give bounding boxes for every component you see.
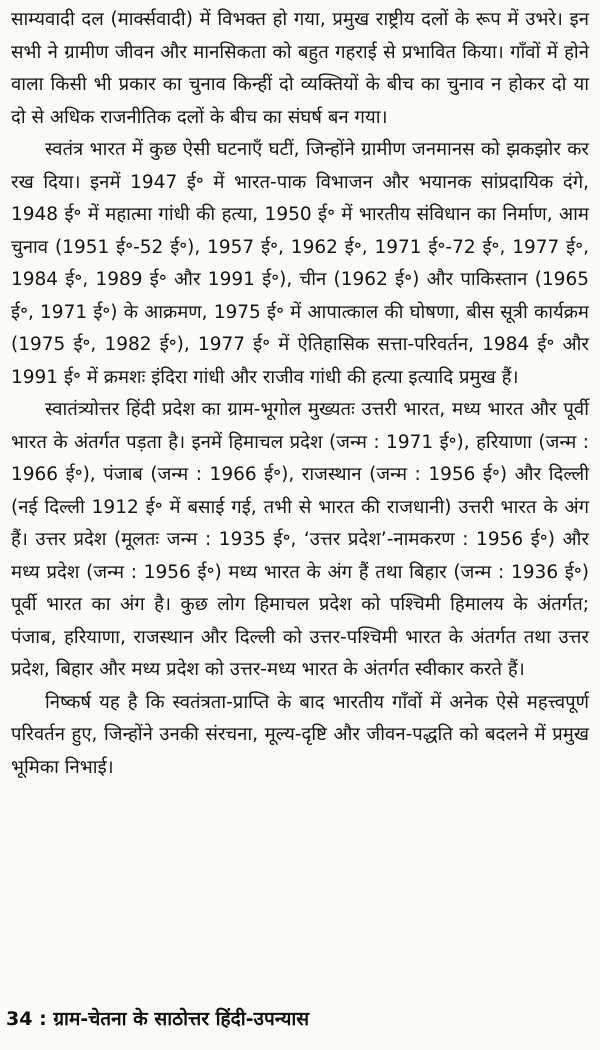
body-text [11,4,589,784]
paragraph-1: साम्यवादी दल (मार्क्सवादी) में विभक्त हो गया, प्रमुख राष्ट्रीय दलों के रूप में उभरे। इन सभी ने ग्रामीण जीवन और मानसिकता को बहुत गहराई से प्रभावित किया। गाँवों में होने वाला किसी भी प्रकार का चुनाव किन्हीं दो व्यक्तियों के बीच का चुनाव न होकर दो या दो से अधिक राजनीतिक दलों के बीच का संघर्ष बन गया। [11,9,589,128]
footer-separator: : [39,1008,47,1030]
page-footer [6,1004,586,1034]
page-number: 34 [6,1008,33,1030]
book-title: ग्राम-चेतना के साठोत्तर हिंदी-उपन्यास [53,1008,310,1030]
paragraph-2: स्वतंत्र भारत में कुछ ऐसी घटनाएँ घटीं, जिन्होंने ग्रामीण जनमानस को झकझोर कर रख दिया। इनमें 1947 ई॰ में भारत-पाक विभाजन और भयानक सांप्रदायिक दंगे, 1948 ई॰ में महात्मा गांधी की हत्या, 1950 ई॰ में भारतीय संविधान का निर्माण, आम चुनाव (1951 ई॰-52 ई॰), 1957 ई॰, 1962 ई॰, 1971 ई॰-72 ई॰, 1977 ई॰, 1984 ई॰, 1989 ई॰ और 1991 ई॰), चीन (1962 ई॰) और पाकिस्तान (1965 ई॰, 1971 ई॰) के आक्रमण, 1975 ई॰ में आपात्काल की घोषणा, बीस सूत्री कार्यक्रम (1975 ई॰, 1982 ई॰), 1977 ई॰ में ऐतिहासिक सत्ता-परिवर्तन, 1984 ई॰ और 1991 ई॰ में क्रमशः इंदिरा गांधी और राजीव गांधी की हत्या इत्यादि प्रमुख हैं। [11,139,589,388]
paragraph-4: निष्कर्ष यह है कि स्वतंत्रता-प्राप्ति के बाद भारतीय गाँवों में अनेक ऐसे महत्त्वपूर्ण परिवर्तन हुए, जिन्होंने उनकी संरचना, मूल्य-दृष्टि और जीवन-पद्धति को बदलने में प्रमुख भूमिका निभाई। [11,691,589,778]
paragraph-3: स्वातंत्र्योत्तर हिंदी प्रदेश का ग्राम-भूगोल मुख्यतः उत्तरी भारत, मध्य भारत और पूर्वी भारत के अंतर्गत पड़ता है। इनमें हिमाचल प्रदेश (जन्म : 1971 ई॰), हरियाणा (जन्म : 1966 ई॰), पंजाब (जन्म : 1966 ई॰), राजस्थान (जन्म : 1956 ई॰) और दिल्ली (नई दिल्ली 1912 ई॰ में बसाई गई, तभी से भारत की राजधानी) उत्तरी भारत के अंग हैं। उत्तर प्रदेश (मूलतः जन्म : 1935 ई॰, ‘उत्तर प्रदेश’-नामकरण : 1956 ई॰) और मध्य प्रदेश (जन्म : 1956 ई॰) मध्य भारत के अंग हैं तथा बिहार (जन्म : 1936 ई॰) पूर्वी भारत का अंग है। कुछ लोग हिमाचल प्रदेश को पश्चिमी हिमालय के अंतर्गत; पंजाब, हरियाणा, राजस्थान और दिल्ली को उत्तर-पश्चिमी भारत के अंतर्गत तथा उत्तर प्रदेश, बिहार और मध्य प्रदेश को उत्तर-मध्य भारत के अंतर्गत स्वीकार करते हैं। [11,399,589,680]
